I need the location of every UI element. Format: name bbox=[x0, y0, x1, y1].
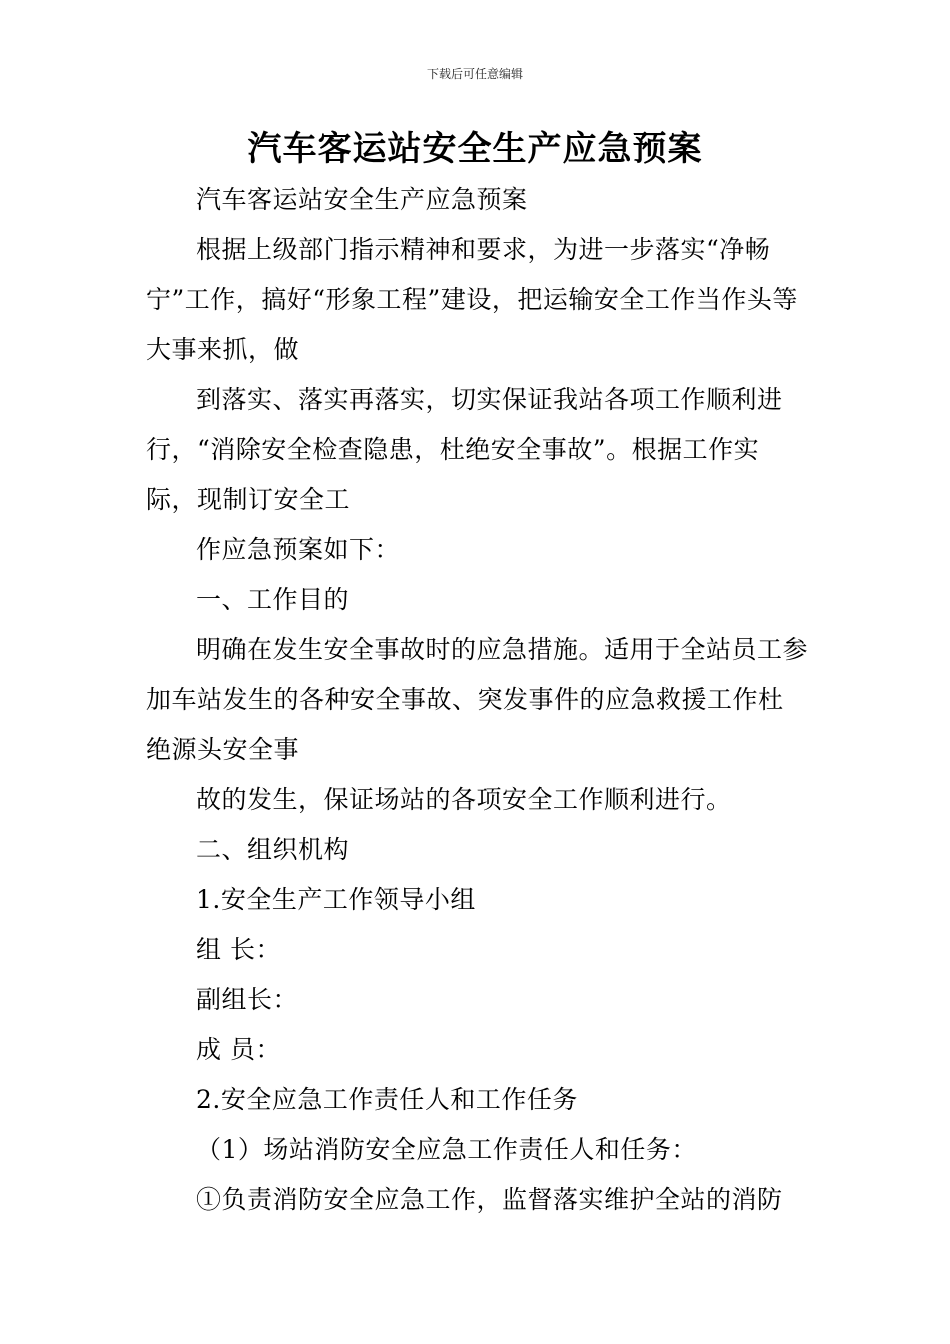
field-deputy-leader: 副组长： bbox=[196, 985, 299, 1014]
section-heading-purpose: 一、工作目的 bbox=[196, 585, 350, 614]
paragraph-intro-1: 根据上级部门指示精神和要求，为进一步落实“净畅宁”工作，搞好“形象工程”建设，把运输安全工作当作头等大事来抓，做 bbox=[146, 235, 798, 364]
paragraph-subtitle: 汽车客运站安全生产应急预案 bbox=[196, 185, 528, 214]
field-members: 成 员： bbox=[196, 1035, 281, 1064]
paragraph-purpose-1: 明确在发生安全事故时的应急措施。适用于全站员工参加车站发生的各种安全事故、突发事件的应急救援工作杜绝源头安全事 bbox=[146, 635, 809, 764]
field-group-leader: 组 长： bbox=[196, 935, 281, 964]
item-fire-safety-heading: （1）场站消防安全应急工作责任人和任务： bbox=[196, 1135, 697, 1164]
section-heading-organization: 二、组织机构 bbox=[196, 835, 350, 864]
header-note: 下载后可任意编辑 bbox=[426, 67, 523, 81]
document-body bbox=[146, 175, 808, 1225]
document-title: 汽车客运站安全生产应急预案 bbox=[247, 129, 703, 169]
paragraph-intro-2: 到落实、落实再落实，切实保证我站各项工作顺利进行，“消除安全检查隐患，杜绝安全事故”。根据工作实际，现制订安全工 bbox=[146, 385, 783, 514]
item-fire-safety-duty-1: ①负责消防安全应急工作，监督落实维护全站的消防 bbox=[196, 1185, 783, 1214]
subsection-responsibilities: 2.安全应急工作责任人和工作任务 bbox=[196, 1085, 578, 1114]
paragraph-purpose-2: 故的发生，保证场站的各项安全工作顺利进行。 bbox=[196, 785, 732, 814]
subsection-leadership-group: 1.安全生产工作领导小组 bbox=[196, 885, 476, 914]
paragraph-intro-3: 作应急预案如下： bbox=[196, 535, 401, 564]
